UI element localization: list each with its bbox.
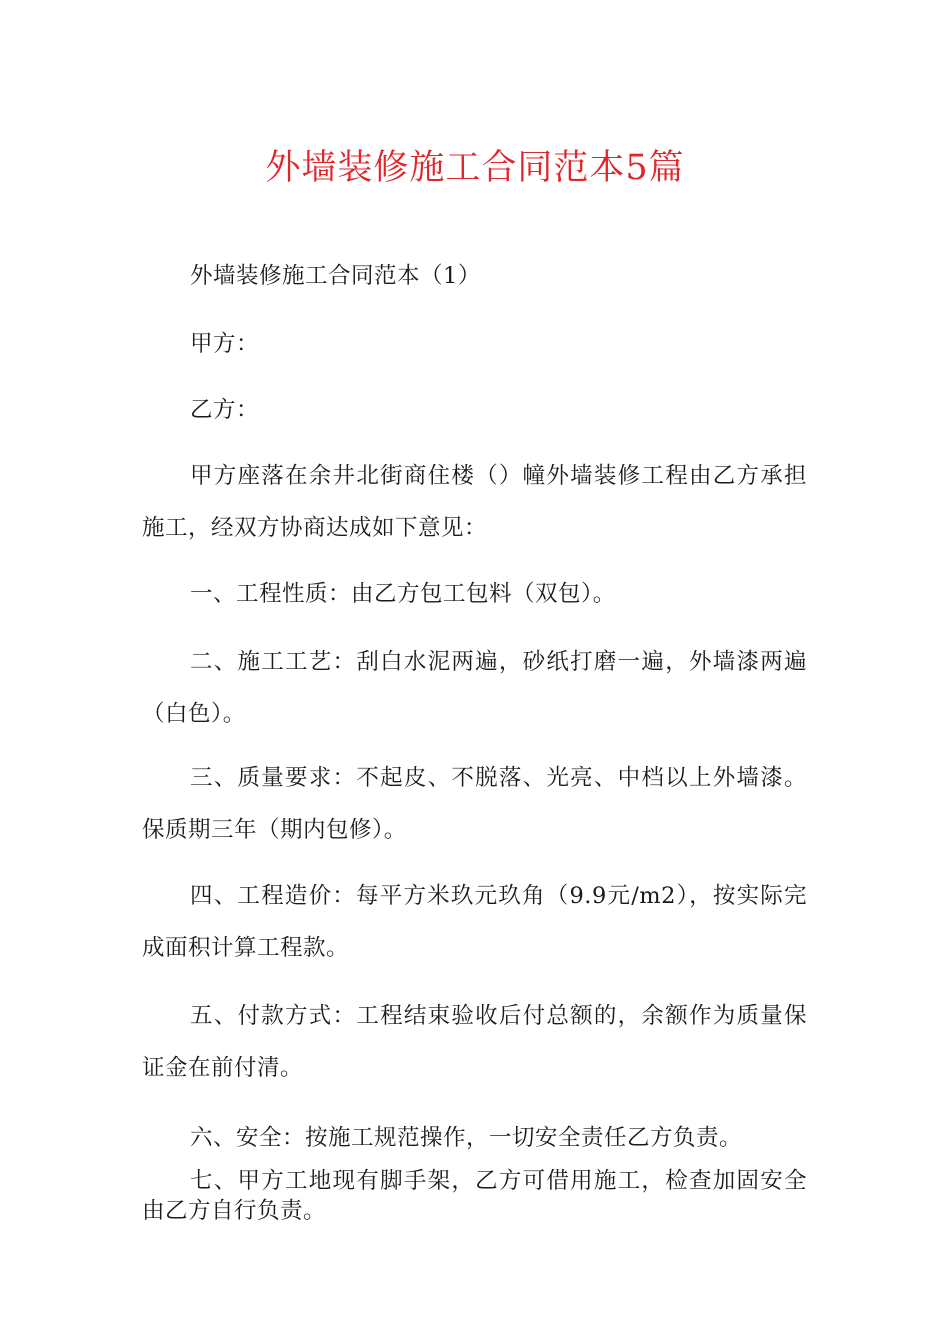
clause-1: 一、工程性质：由乙方包工包料（双包）。 <box>190 581 616 607</box>
contract-subtitle: 外墙装修施工合同范本（1） <box>190 263 481 289</box>
clause-2: 二、施工工艺：刮白水泥两遍，砂纸打磨一遍，外墙漆两遍（白色）。 <box>142 649 807 727</box>
clause-6: 六、安全：按施工规范操作，一切安全责任乙方负责。 <box>190 1125 743 1151</box>
clause-3: 三、质量要求：不起皮、不脱落、光亮、中档以上外墙漆。保质期三年（期内包修）。 <box>142 765 807 843</box>
clause-7: 七、甲方工地现有脚手架，乙方可借用施工，检查加固安全由乙方自行负责。 <box>142 1168 807 1224</box>
party-a-label: 甲方： <box>190 331 260 357</box>
clause-5: 五、付款方式：工程结束验收后付总额的，余额作为质量保证金在前付清。 <box>142 1003 807 1081</box>
document-title: 外墙装修施工合同范本5篇 <box>265 148 685 188</box>
clause-4: 四、工程造价：每平方米玖元玖角（9.9元/m2），按实际完成面积计算工程款。 <box>142 883 807 961</box>
party-b-label: 乙方： <box>190 397 260 423</box>
intro-paragraph: 甲方座落在余井北街商住楼（）幢外墙装修工程由乙方承担施工，经双方协商达成如下意见： <box>142 463 807 541</box>
